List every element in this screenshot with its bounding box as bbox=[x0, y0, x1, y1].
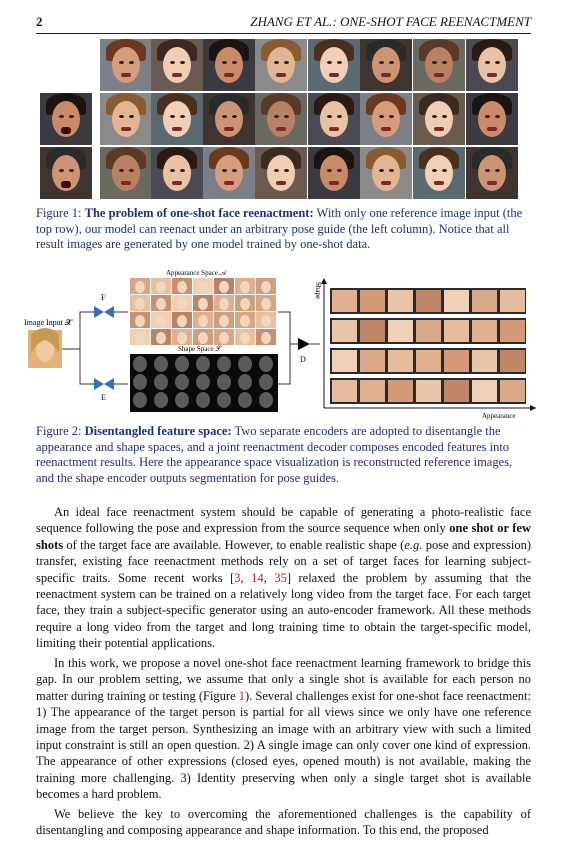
reenactment-result-thumbnail bbox=[500, 320, 525, 342]
face-image bbox=[360, 93, 412, 145]
encoder-f-label: F bbox=[101, 293, 106, 302]
shape-segmentation-thumbnail bbox=[217, 356, 231, 372]
shape-segmentation-thumbnail bbox=[259, 392, 273, 408]
figure-2-title: Disentangled feature space: bbox=[84, 424, 232, 438]
reenactment-result-thumbnail bbox=[416, 350, 441, 372]
shape-segmentation-thumbnail bbox=[133, 356, 147, 372]
reenactment-result-thumbnail bbox=[416, 320, 441, 342]
reenactment-result-thumbnail bbox=[444, 290, 469, 312]
figure-2-diagram bbox=[18, 262, 538, 422]
face-image bbox=[308, 93, 360, 145]
face-image bbox=[413, 39, 465, 91]
reenactment-result-thumbnail bbox=[500, 290, 525, 312]
face-image bbox=[100, 147, 152, 199]
shape-segmentation-thumbnail bbox=[196, 356, 210, 372]
reenactment-result-thumbnail bbox=[388, 350, 413, 372]
face-image bbox=[255, 93, 307, 145]
reenactment-result-thumbnail bbox=[332, 380, 357, 402]
shape-segmentation-thumbnail bbox=[175, 392, 189, 408]
face-image bbox=[151, 39, 203, 91]
shape-space-label: Shape Space 𝒮 bbox=[178, 345, 221, 353]
reenactment-result-thumbnail bbox=[472, 320, 497, 342]
encoder-e-label: E bbox=[101, 393, 106, 402]
shape-segmentation-thumbnail bbox=[175, 374, 189, 390]
encoder-e-icon bbox=[94, 378, 104, 390]
reenactment-result-thumbnail bbox=[472, 350, 497, 372]
face-image bbox=[255, 39, 307, 91]
shape-segmentation-thumbnail bbox=[133, 374, 147, 390]
figure-1-reference-link[interactable]: 1 bbox=[238, 688, 245, 703]
reenactment-result-thumbnail bbox=[332, 350, 357, 372]
reenactment-result-thumbnail bbox=[500, 380, 525, 402]
reenactment-result-thumbnail bbox=[416, 380, 441, 402]
shape-segmentation-thumbnail bbox=[217, 392, 231, 408]
figure-1-face-grid bbox=[36, 39, 531, 201]
shape-segmentation-thumbnail bbox=[259, 374, 273, 390]
face-image bbox=[466, 147, 518, 199]
reenactment-result-thumbnail bbox=[472, 380, 497, 402]
shape-segmentation-thumbnail bbox=[154, 392, 168, 408]
reenactment-result-thumbnail bbox=[360, 350, 385, 372]
header-rule bbox=[36, 33, 531, 34]
body-paragraph-2: In this work, we propose a novel one-shot face reenactment learning framework to bridge this gap. In our problem setting, we assume that only a single shot is available for each person no matter during training or testing (Figure 1). Several challenges exist for one-shot face reenactment: 1) The appearance of the target person is partial for all views since we only have one reference image from the target person. Synthesizing an image with an arbitrary view with such a limited input constraint is still an open question. 2) A single image can only cover one kind of expression. The appearance of other expressions (closed eyes, opened mouth) is not available, making the training more challenging. 3) Identity preserving when only a single target shot is available becomes a hard problem. bbox=[36, 656, 531, 802]
figure-1-label: Figure 1: bbox=[36, 206, 82, 220]
reenactment-result-thumbnail bbox=[500, 350, 525, 372]
citation-35[interactable]: 35 bbox=[274, 570, 287, 585]
reenactment-result-thumbnail bbox=[360, 320, 385, 342]
figure-1-title: The problem of one-shot face reenactment: bbox=[84, 206, 314, 220]
reenactment-result-thumbnail bbox=[444, 320, 469, 342]
shape-segmentation-thumbnail bbox=[154, 356, 168, 372]
encoder-f-icon bbox=[94, 306, 104, 318]
reenactment-result-thumbnail bbox=[416, 290, 441, 312]
face-image bbox=[466, 39, 518, 91]
shape-segmentation-thumbnail bbox=[217, 374, 231, 390]
appearance-space-grid bbox=[130, 278, 276, 345]
axis-appearance-label: Appearance bbox=[482, 412, 516, 420]
shape-segmentation-thumbnail bbox=[133, 392, 147, 408]
figure-2-caption bbox=[36, 424, 531, 486]
figure-1-caption bbox=[36, 206, 531, 253]
face-image bbox=[40, 93, 92, 145]
face-image bbox=[40, 147, 92, 199]
reenactment-result-thumbnail bbox=[360, 380, 385, 402]
face-image bbox=[466, 93, 518, 145]
reenactment-result-thumbnail bbox=[388, 290, 413, 312]
reenactment-result-thumbnail bbox=[332, 290, 357, 312]
face-image bbox=[203, 147, 255, 199]
axis-shape-label: Shape bbox=[314, 282, 322, 300]
page-header bbox=[36, 14, 531, 32]
figure-2-text: Two separate encoders are adopted to disentangle the appearance and shape spaces, and a joint reenactment decoder composes encoded features into reenactment results. Here the appearance space visualization is reconstructed reference images, and the shape encoder outputs segmentation for pose guides. bbox=[36, 424, 513, 485]
page-number: 2 bbox=[36, 14, 43, 29]
reenactment-result-thumbnail bbox=[332, 320, 357, 342]
reenactment-result-thumbnail bbox=[444, 380, 469, 402]
body-paragraph-1: An ideal face reenactment system should be capable of generating a photo-realistic face sequence following the pose and expression from the source sequence when only one shot or few shots of the target face are available. However, to enable realistic shape (e.g. pose and expression) transfer, existing face reenactment methods rely on a set of target faces for learning subject-specific traits. Some recent works [3, 14, 35] relaxed the problem by assuming that the reenactment system can be trained on a relatively long video from the target face. For each target face, they train a subject-specific generator using an auto-encoder framework. All these methods require a long video from the target and long training time to obtain the target-specific model, limiting their potential applications. bbox=[36, 505, 532, 651]
shape-segmentation-thumbnail bbox=[175, 356, 189, 372]
reenactment-result-thumbnail bbox=[472, 290, 497, 312]
running-head: ZHANG ET AL.: ONE-SHOT FACE REENACTMENT bbox=[250, 14, 531, 29]
reenactment-result-thumbnail bbox=[388, 320, 413, 342]
face-image bbox=[308, 39, 360, 91]
face-image bbox=[100, 93, 152, 145]
shape-segmentation-thumbnail bbox=[196, 392, 210, 408]
face-image bbox=[203, 93, 255, 145]
decoder-d-icon bbox=[298, 338, 310, 350]
face-image bbox=[360, 147, 412, 199]
body-paragraph-3: We believe the key to overcoming the aforementioned challenges is the capability of disentangling and composing appearance and shape information. To this end, the proposed bbox=[36, 807, 531, 838]
face-image bbox=[203, 39, 255, 91]
image-input-label: Image Input 𝓧 bbox=[24, 318, 72, 327]
face-image bbox=[308, 147, 360, 199]
decoder-d-label: D bbox=[300, 355, 306, 364]
shape-segmentation-thumbnail bbox=[238, 356, 252, 372]
shape-segmentation-thumbnail bbox=[238, 374, 252, 390]
face-image bbox=[151, 147, 203, 199]
reenactment-result-thumbnail bbox=[444, 350, 469, 372]
shape-segmentation-thumbnail bbox=[259, 356, 273, 372]
citation-14[interactable]: 14 bbox=[251, 570, 264, 585]
shape-segmentation-thumbnail bbox=[196, 374, 210, 390]
figure-2-label: Figure 2: bbox=[36, 424, 82, 438]
reenactment-result-grid bbox=[330, 288, 526, 404]
reenactment-result-thumbnail bbox=[360, 290, 385, 312]
shape-segmentation-thumbnail bbox=[154, 374, 168, 390]
citation-3[interactable]: 3 bbox=[234, 570, 241, 585]
face-image bbox=[413, 147, 465, 199]
appearance-space-label: Appearance Space 𝒜 bbox=[166, 269, 227, 277]
face-image bbox=[151, 93, 203, 145]
shape-segmentation-thumbnail bbox=[238, 392, 252, 408]
figure-1-text: With only one reference image input (the top row), our model can reenact under an arbitrary pose guide (the left column). Notice that all result images are generated by one model trained by one-shot data. bbox=[36, 206, 523, 251]
face-image bbox=[255, 147, 307, 199]
reenactment-result-thumbnail bbox=[388, 380, 413, 402]
face-image bbox=[100, 39, 152, 91]
face-image bbox=[413, 93, 465, 145]
face-image bbox=[360, 39, 412, 91]
